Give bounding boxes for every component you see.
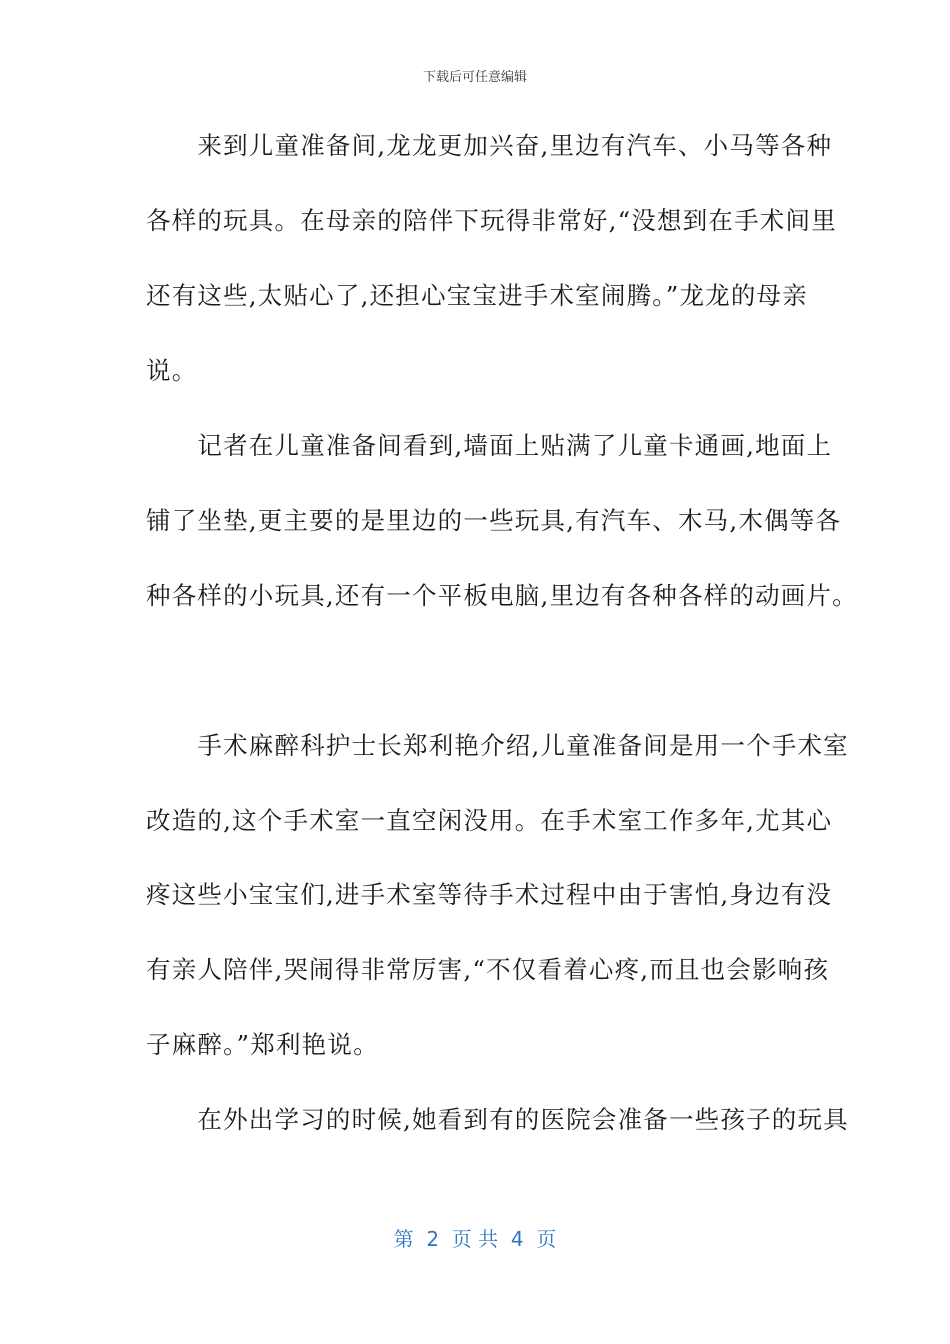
text-line: 在外出学习的时候,她看到有的医院会准备一些孩子的玩具 — [146, 1105, 849, 1134]
text-line: 铺了坐垫,更主要的是里边的一些玩具,有汽车、木马,木偶等各 — [146, 506, 842, 535]
page-header: 下载后可任意编辑 — [422, 70, 527, 85]
text-line: 种各样的小玩具,还有一个平板电脑,里边有各种各样的动画片。 — [146, 581, 858, 610]
text-line: 改造的,这个手术室一直空闲没用。在手术室工作多年,尤其心 — [146, 806, 833, 835]
text-line: 手术麻醉科护士长郑利艳介绍,儿童准备间是用一个手术室 — [146, 731, 849, 760]
text-line: 疼这些小宝宝们,进手术室等待手术过程中由于害怕,身边有没 — [146, 880, 833, 909]
text-line: 记者在儿童准备间看到,墙面上贴满了儿童卡通画,地面上 — [146, 431, 833, 460]
text-line: 子麻醉。”郑利艳说。 — [146, 1030, 379, 1059]
text-line: 有亲人陪伴,哭闹得非常厉害,“不仅看着心疼,而且也会影响孩 — [146, 955, 830, 984]
text-line: 说。 — [146, 356, 198, 385]
text-line: 还有这些,太贴心了,还担心宝宝进手术室闹腾。”龙龙的母亲 — [146, 281, 808, 310]
page-number-footer: 第 2 页 共 4 页 — [393, 1227, 557, 1251]
text-line: 来到儿童准备间,龙龙更加兴奋,里边有汽车、小马等各种 — [146, 131, 833, 160]
text-line: 各样的玩具。在母亲的陪伴下玩得非常好,“没想到在手术间里 — [146, 206, 837, 235]
